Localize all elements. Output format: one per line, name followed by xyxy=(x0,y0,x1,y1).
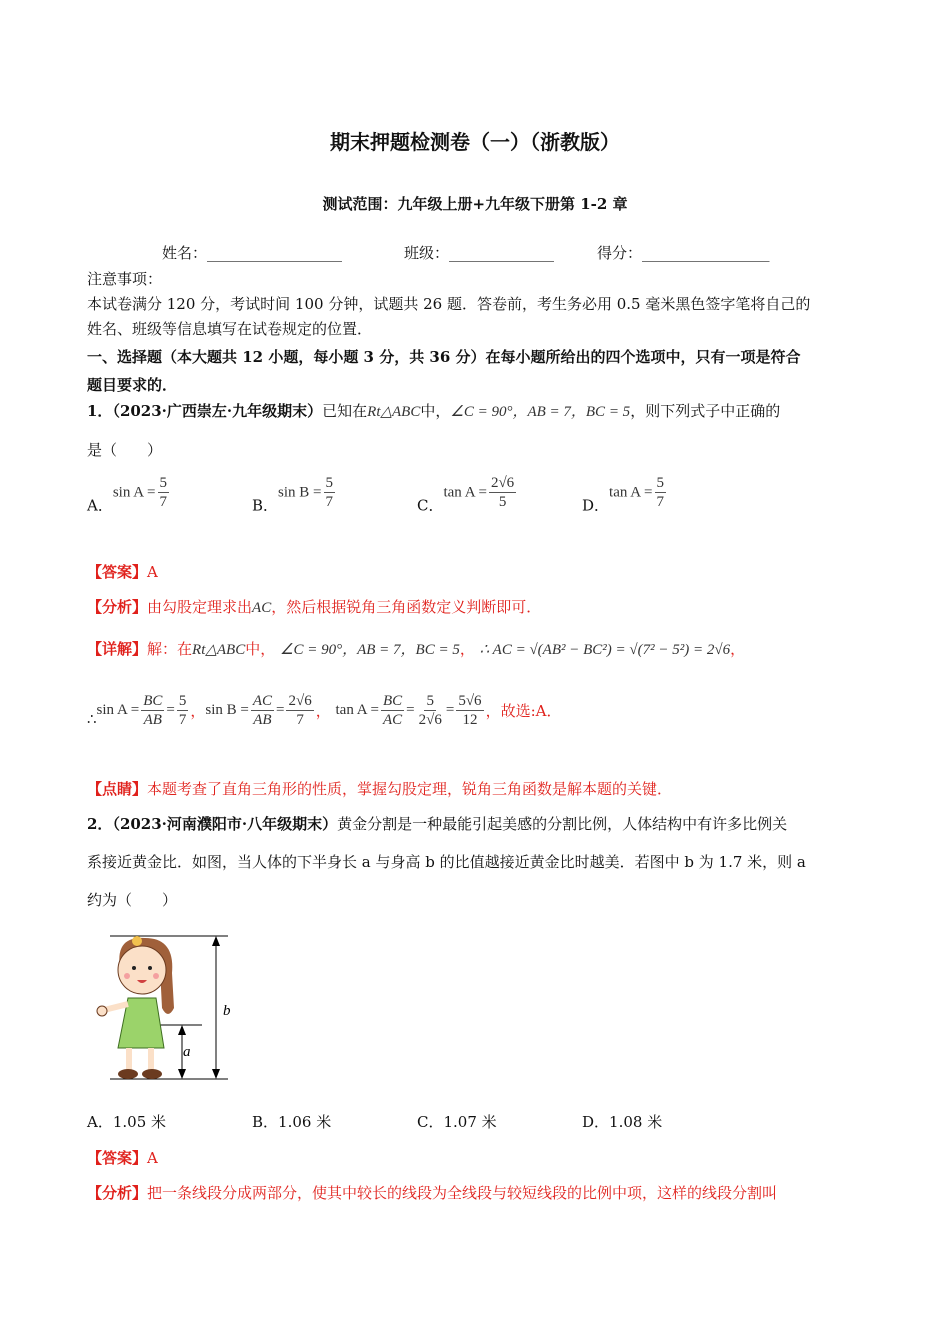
q1-stem xyxy=(87,400,780,421)
fraction xyxy=(324,474,336,511)
text: 把一条线段分成两部分，使其中较长的线段为全线段与较短线段的比例中项，这样的线段分割叫 xyxy=(147,1184,778,1202)
text: 已知在 xyxy=(322,402,368,420)
name-field[interactable]: 姓名：__________________ xyxy=(162,244,343,262)
q1-option-d[interactable] xyxy=(582,474,747,516)
notice-line: 本试卷满分 120 分，考试时间 100 分钟，试题共 26 题．答卷前，考生务必用 0.5 毫米黑色签字笔将自己的 xyxy=(87,295,811,313)
text: 由勾股定理求出 xyxy=(147,598,253,616)
fraction xyxy=(251,692,274,729)
q2-stem xyxy=(87,813,787,834)
section-heading: 一、选择题（本大题共 12 小题，每小题 3 分，共 36 分）在每小题所给出的四个选项中，只有一项是符合 xyxy=(87,348,801,366)
page-title: 期末押题检测卷（一）（浙教版） xyxy=(330,130,620,154)
score-field[interactable]: 得分：_________________ xyxy=(597,244,770,262)
q1-source: （2023·广西崇左·九年级期末） xyxy=(112,402,323,420)
fraction xyxy=(286,692,313,729)
math: ∠C = 90°，AB = 7，BC = 5 xyxy=(280,642,460,658)
fraction xyxy=(158,474,170,511)
denominator: AB xyxy=(253,712,272,728)
q1-solution-line: ∴ sin A = $\frac{BC}{AB}$ = $\frac{5}{7}$ ， sin B = $\frac{AC}{AB}$ = $\frac{2√6}{7}$ ， tan A = $\frac{BC}{AC}$ = $\frac{5}{2√6}$ = $\frac{5√6}{12}$ ，故选:A． xyxy=(87,693,562,728)
math: sin A = xyxy=(96,702,140,718)
text: ， xyxy=(459,640,475,658)
text: 本题考查了直角三角形的性质，掌握勾股定理，锐角三角函数是解本题的关键． xyxy=(147,780,673,798)
numerator: 5 xyxy=(178,693,187,709)
math: tan A = xyxy=(335,702,379,718)
notice-heading: 注意事项： xyxy=(87,270,163,288)
label-a: a xyxy=(183,1044,191,1060)
denominator: AB xyxy=(143,712,162,728)
numerator: BC xyxy=(382,693,403,709)
math: Rt△ABC xyxy=(367,404,421,420)
text: 黄金分割是一种最能引起美感的分割比例，人体结构中有许多比例关 xyxy=(337,815,788,833)
q2-stem-cont: 系接近黄金比．如图，当人体的下半身长 a 与身高 b 的比值越接近黄金比时越美．若图中 b 为 1.7 米，则 a xyxy=(87,853,806,871)
text: ，则下列式子中正确的 xyxy=(630,402,781,420)
numerator: 5 xyxy=(325,475,334,491)
answer-tag: 【答案】 xyxy=(87,563,148,581)
test-scope: 测试范围：九年级上册+九年级下册第 1-2 章 xyxy=(322,195,628,213)
option-label: D． xyxy=(582,496,610,515)
q1-stem-cont: 是（ ） xyxy=(87,441,163,459)
denominator: 5 xyxy=(498,494,507,510)
class-field[interactable]: 班级：______________ xyxy=(404,244,555,262)
label-b: b xyxy=(223,1003,231,1019)
text: 中， xyxy=(245,640,276,658)
analysis-tag: 【分析】 xyxy=(87,598,148,616)
fraction xyxy=(489,474,516,511)
q2-number: 2． xyxy=(87,815,113,833)
q1-option-c[interactable] xyxy=(417,474,582,516)
denominator: 7 xyxy=(656,494,664,510)
denominator: 7 xyxy=(178,712,187,728)
math: sin A = xyxy=(112,484,156,501)
q2-options xyxy=(87,1111,747,1132)
denominator: AC xyxy=(382,712,403,728)
conclusion: ，故选:A． xyxy=(485,702,562,720)
text: ，然后根据锐角三角函数定义判断即可． xyxy=(271,598,542,616)
math: ∴ AC = √(AB² − BC²) = √(7² − 5²) = 2√6 xyxy=(479,642,731,658)
denominator: 12 xyxy=(462,712,478,728)
text: 解：在 xyxy=(147,640,193,658)
math: AC xyxy=(252,600,272,616)
q1-option-a[interactable] xyxy=(87,474,252,516)
girl-height-figure xyxy=(90,928,240,1084)
q2-option-a[interactable]: A．1.05 米 xyxy=(87,1113,166,1131)
math: ∠C = 90°，AB = 7，BC = 5 xyxy=(450,404,631,420)
fraction xyxy=(417,692,444,729)
numerator: 5√6 xyxy=(458,693,482,709)
denominator: 7 xyxy=(296,712,304,728)
answer-value: A xyxy=(147,1149,158,1167)
numerator: BC xyxy=(143,693,163,709)
q1-options xyxy=(87,474,747,516)
denominator: 7 xyxy=(159,494,167,510)
answer-value: A xyxy=(147,563,158,581)
q1-number: 1． xyxy=(87,402,113,420)
q2-answer xyxy=(87,1147,158,1168)
section-heading: 题目要求的． xyxy=(87,376,178,394)
denominator: 7 xyxy=(325,494,334,510)
numerator: 5 xyxy=(426,693,434,709)
q1-detail xyxy=(87,638,745,659)
text: ， xyxy=(730,640,746,658)
q2-analysis xyxy=(87,1182,777,1203)
numerator: 5 xyxy=(656,475,664,491)
q2-option-c[interactable]: C．1.07 米 xyxy=(417,1113,497,1131)
math: sin B = xyxy=(278,484,322,501)
q2-option-d[interactable]: D．1.08 米 xyxy=(582,1113,663,1131)
option-label: C． xyxy=(417,496,444,515)
math: tan A = xyxy=(443,484,487,501)
fraction xyxy=(381,692,404,729)
detail-tag: 【详解】 xyxy=(87,640,148,658)
math: sin B = xyxy=(205,702,249,718)
option-label: B． xyxy=(252,496,279,515)
fraction xyxy=(141,692,164,729)
notice-line: 姓名、班级等信息填写在试卷规定的位置． xyxy=(87,320,373,338)
q2-option-b[interactable]: B．1.06 米 xyxy=(252,1113,332,1131)
fraction xyxy=(655,474,667,511)
analysis-tag: 【分析】 xyxy=(87,1184,148,1202)
numerator: AC xyxy=(252,693,273,709)
q2-stem-cont: 约为（ ） xyxy=(87,891,178,909)
answer-tag: 【答案】 xyxy=(87,1149,148,1167)
q1-analysis xyxy=(87,596,541,617)
fraction xyxy=(456,692,483,729)
option-label: A． xyxy=(87,496,113,515)
denominator: 2√6 xyxy=(418,712,442,728)
math: ∴ xyxy=(87,712,97,728)
q1-comment xyxy=(87,778,672,799)
comment-tag: 【点睛】 xyxy=(87,780,148,798)
math: tan A = xyxy=(609,484,653,501)
text: 中， xyxy=(420,402,451,420)
math: Rt△ABC xyxy=(192,642,246,658)
fraction xyxy=(177,692,189,729)
numerator: 2√6 xyxy=(490,475,515,491)
numerator: 2√6 xyxy=(288,693,312,709)
q1-option-b[interactable] xyxy=(252,474,417,516)
numerator: 5 xyxy=(159,475,167,491)
q2-source: （2023·河南濮阳市·八年级期末） xyxy=(112,815,338,833)
q1-answer xyxy=(87,561,158,582)
